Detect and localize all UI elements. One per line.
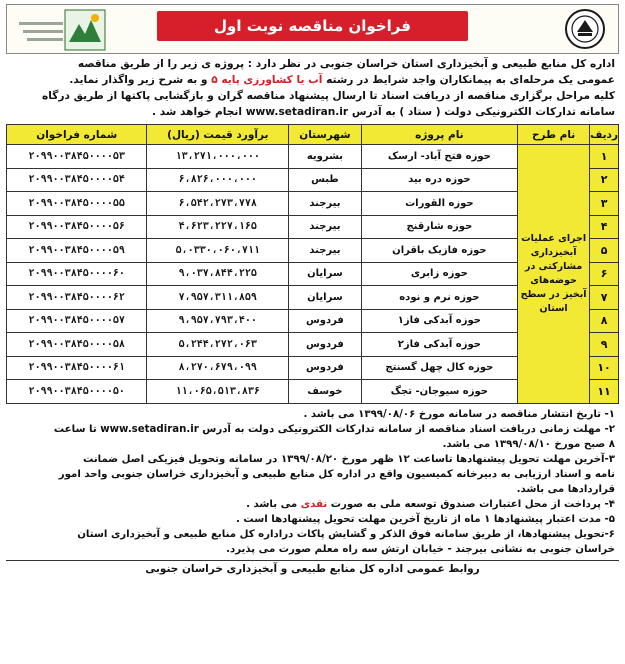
row-number-cell: ۷: [590, 286, 619, 310]
note-3-cont: نامه و اسناد ارزیابی به دبیرخانه کمیسیون واقع در اداره کل منابع طبیعی و آبخیزداری خراسان جنوبی واحد امور: [58, 468, 615, 480]
city-cell: بیرجند: [289, 239, 361, 263]
row-number-cell: ۵: [590, 239, 619, 263]
intro-line-3: کلیه مراحل برگزاری مناقصه از دریافت اسناد تا ارسال پیشنهاد مناقصه گران و بازگشایی پاکتها از طریق درگاه: [42, 90, 615, 102]
intro-line-2-start: عمومی یک مرحله‌ای به پیمانکاران واجد شرایط در رشته: [322, 74, 615, 86]
note-4: [10, 497, 615, 512]
project-name-cell: حوزه آبدکی فاز۲: [361, 333, 517, 357]
note-3: ۳-آخرین مهلت تحویل پیشنهادها تاساعت ۱۲ ظهر مورخ ۱۳۹۹/۰۸/۲۰ در سامانه وتحویل فیزیکی اصل ضمانت: [83, 453, 615, 465]
intro-line-2: [10, 72, 615, 88]
city-cell: سرایان: [289, 262, 361, 286]
city-cell: فردوس: [289, 356, 361, 380]
call-number-cell: ۲۰۹۹۰۰۳۸۴۵۰۰۰۰۶۰: [7, 262, 147, 286]
call-number-cell: ۲۰۹۹۰۰۳۸۴۵۰۰۰۰۵۴: [7, 168, 147, 192]
header-call-no: شماره فراخوان: [7, 125, 147, 145]
intro-line-2-end: و به شرح زیر واگذار نماید.: [69, 74, 212, 86]
project-name-cell: حوزه القورات: [361, 192, 517, 216]
price-cell: ۱۱،۰۶۵،۵۱۳،۸۳۶: [147, 380, 289, 404]
price-cell: ۶،۵۴۲،۲۷۳،۷۷۸: [147, 192, 289, 216]
natural-resources-seal-icon: [560, 8, 610, 52]
row-number-cell: ۲: [590, 168, 619, 192]
header-city: شهرستان: [289, 125, 361, 145]
row-number-cell: ۱۱: [590, 380, 619, 404]
note-5: ۵- مدت اعتبار پیشنهادها ۱ ماه از تاریخ آخرین مهلت تحویل پیشنهادها است .: [236, 513, 615, 525]
tender-table-body: [7, 145, 619, 404]
intro-line-4: سامانه تدارکات الکترونیکی دولت ( ستاد ) به آدرس www.setadiran.ir انجام خواهد شد .: [152, 106, 615, 118]
call-number-cell: ۲۰۹۹۰۰۳۸۴۵۰۰۰۰۵۵: [7, 192, 147, 216]
row-number-cell: ۹: [590, 333, 619, 357]
price-cell: ۷،۹۵۷،۳۱۱،۸۵۹: [147, 286, 289, 310]
note-6-cont: خراسان جنوبی به نشانی بیرجند - خیابان ارتش سه راه معلم صورت می پذیرد.: [226, 543, 615, 555]
mountain-forest-emblem-icon: [15, 8, 110, 52]
intro-paragraph: [6, 54, 619, 124]
price-cell: ۹،۹۵۷،۷۹۳،۴۰۰: [147, 309, 289, 333]
call-number-cell: ۲۰۹۹۰۰۳۸۴۵۰۰۰۰۵۶: [7, 215, 147, 239]
city-cell: بشرویه: [289, 145, 361, 169]
city-cell: فردوس: [289, 309, 361, 333]
city-cell: فردوس: [289, 333, 361, 357]
call-number-cell: ۲۰۹۹۰۰۳۸۴۵۰۰۰۰۶۱: [7, 356, 147, 380]
price-cell: ۵،۲۴۴،۲۷۲،۰۶۳: [147, 333, 289, 357]
row-number-cell: ۱۰: [590, 356, 619, 380]
payment-type-highlight: نقدی: [300, 498, 328, 510]
required-grade-highlight: آب یا کشاورزی پایه ۵: [211, 74, 323, 86]
price-cell: ۶،۸۲۶،۰۰۰،۰۰۰: [147, 168, 289, 192]
row-number-cell: ۸: [590, 309, 619, 333]
header-row-no: ردیف: [590, 125, 619, 145]
price-cell: ۹،۰۳۷،۸۴۴،۲۲۵: [147, 262, 289, 286]
row-number-cell: ۳: [590, 192, 619, 216]
tender-table: [6, 124, 619, 404]
plan-name-cell: اجرای عملیات آبخیزداری مشارکتی در حوضه‌های آبخیز در سطح استان: [518, 145, 590, 404]
header-project: نام پروژه: [361, 125, 517, 145]
header-price: برآورد قیمت (ریال): [147, 125, 289, 145]
project-name-cell: حوزه آبدکی فاز۱: [361, 309, 517, 333]
note-2-cont: ۸ صبح مورخ ۱۳۹۹/۰۸/۱۰ می باشد.: [442, 438, 615, 450]
note-2: ۲- مهلت زمانی دریافت اسناد مناقصه از سامانه تدارکات الکترونیکی دولت به آدرس www.setadiran.ir تا ساعت: [53, 423, 615, 435]
row-number-cell: ۶: [590, 262, 619, 286]
intro-line-1: اداره کل منابع طبیعی و آبخیزداری استان خراسان جنوبی در نظر دارد : پروژه ی زیر را از طریق مناقصه: [77, 58, 615, 70]
row-number-cell: ۱: [590, 145, 619, 169]
city-cell: بیرجند: [289, 192, 361, 216]
project-name-cell: حوزه نرم و نوده: [361, 286, 517, 310]
price-cell: ۸،۲۷۰،۶۷۹،۰۹۹: [147, 356, 289, 380]
call-number-cell: ۲۰۹۹۰۰۳۸۴۵۰۰۰۰۵۷: [7, 309, 147, 333]
note-4-start: ۴- پرداخت از محل اعتبارات صندوق توسعه ملی به صورت: [327, 498, 615, 510]
city-cell: طبس: [289, 168, 361, 192]
note-1: ۱- تاریخ انتشار مناقصه در سامانه مورخ ۱۳۹۹/۰۸/۰۶ می باشد .: [303, 408, 615, 420]
note-3-end: قراردادها می باشد.: [516, 483, 615, 495]
project-name-cell: حوزه کال چهل گسنتج: [361, 356, 517, 380]
price-cell: ۵،۰۳۳۰،۰۶۰،۷۱۱: [147, 239, 289, 263]
public-relations-footer: روابط عمومی اداره کل منابع طبیعی و آبخیزداری خراسان جنوبی: [6, 560, 619, 575]
call-number-cell: ۲۰۹۹۰۰۳۸۴۵۰۰۰۰۵۳: [7, 145, 147, 169]
project-name-cell: حوزه شارقنج: [361, 215, 517, 239]
call-number-cell: ۲۰۹۹۰۰۳۸۴۵۰۰۰۰۵۸: [7, 333, 147, 357]
header-plan: نام طرح: [518, 125, 590, 145]
project-name-cell: حوزه فتح آباد- ارسک: [361, 145, 517, 169]
notice-title: فراخوان مناقصه نوبت اول: [157, 11, 468, 41]
table-row: [7, 145, 619, 169]
price-cell: ۱۳،۲۷۱،۰۰۰،۰۰۰: [147, 145, 289, 169]
tender-table-header: [7, 125, 619, 145]
city-cell: بیرجند: [289, 215, 361, 239]
city-cell: سرایان: [289, 286, 361, 310]
city-cell: خوسف: [289, 380, 361, 404]
project-name-cell: حوزه زابری: [361, 262, 517, 286]
project-name-cell: حوزه فازیک باقران: [361, 239, 517, 263]
call-number-cell: ۲۰۹۹۰۰۳۸۴۵۰۰۰۰۶۲: [7, 286, 147, 310]
row-number-cell: ۴: [590, 215, 619, 239]
call-number-cell: ۲۰۹۹۰۰۳۸۴۵۰۰۰۰۵۰: [7, 380, 147, 404]
project-name-cell: حوزه سیوجان- تجگ: [361, 380, 517, 404]
notice-header: [6, 4, 619, 54]
notes-section: [6, 404, 619, 557]
project-name-cell: حوزه دره بید: [361, 168, 517, 192]
price-cell: ۴،۶۲۳،۲۲۷،۱۶۵: [147, 215, 289, 239]
note-6: ۶-تحویل پیشنهادها، از طریق سامانه فوق الذکر و گشایش پاکات دراداره کل منابع طبیعی و آبخیزداری استان: [77, 528, 615, 540]
note-4-end: می باشد .: [246, 498, 301, 510]
call-number-cell: ۲۰۹۹۰۰۳۸۴۵۰۰۰۰۵۹: [7, 239, 147, 263]
